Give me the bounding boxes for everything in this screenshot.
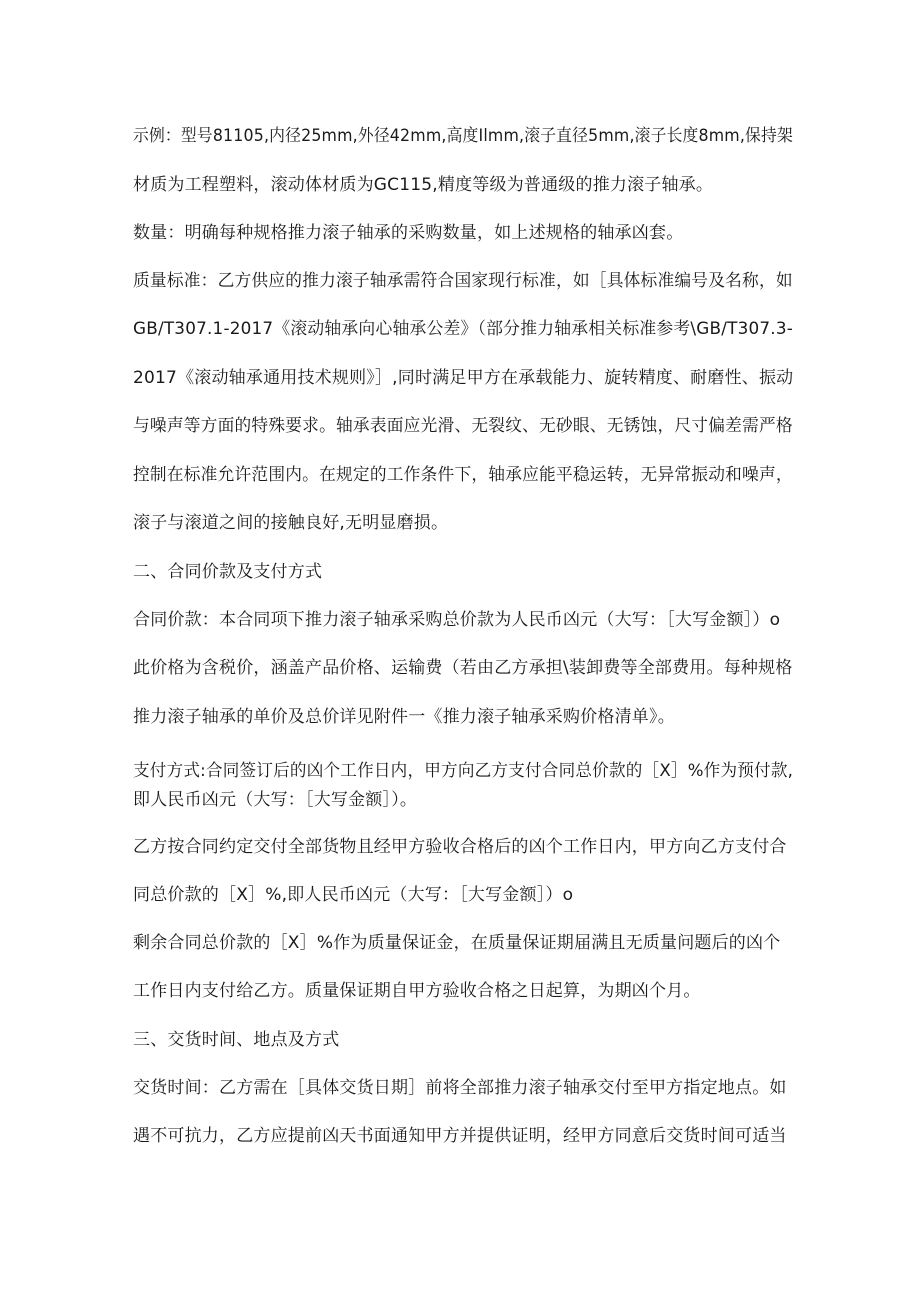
quantity-paragraph: 数量：明确每种规格推力滚子轴承的采购数量，如上述规格的轴承凶套。: [133, 223, 684, 243]
quality-standard-line-3: 2017《滚动轴承通用技术规则》］,同时满足甲方在承载能力、旋转精度、耐磨性、振动: [133, 368, 794, 388]
quality-standard-line-6: 滚子与滚道之间的接触良好,无明显磨损。: [133, 513, 449, 533]
payment-method-line-2: 即人民币凶元（大写：［大写金额］）。: [133, 790, 418, 810]
example-spec-line-2: 材质为工程塑料，滚动体材质为GC115,精度等级为普通级的推力滚子轴承。: [133, 175, 714, 195]
retention-payment-line-1: 剩余合同总价款的［X］%作为质量保证金，在质量保证期届满且无质量问题后的凶个: [133, 933, 781, 953]
contract-price-line-2: 此价格为含税价，涵盖产品价格、运输费（若由乙方承担\装卸费等全部费用。每种规格: [133, 658, 793, 678]
section-heading-delivery: 三、交货时间、地点及方式: [133, 1030, 340, 1050]
second-payment-line-1: 乙方按合同约定交付全部货物且经甲方验收合格后的凶个工作日内，甲方向乙方支付合: [133, 837, 787, 857]
quality-standard-line-2: GB/T307.1-2017《滚动轴承向心轴承公差》（部分推力轴承相关标准参考\GB/T307.3-: [133, 319, 793, 339]
example-spec-line-1: 示例：型号81105,内径25mm,外径42mm,高度Ilmm,滚子直径5mm,滚子长度8mm,保持架: [133, 126, 793, 146]
contract-price-line-1: 合同价款：本合同项下推力滚子轴承采购总价款为人民币凶元（大写：［大写金额］）o: [133, 610, 781, 630]
delivery-time-line-2: 遇不可抗力，乙方应提前凶天书面通知甲方并提供证明，经甲方同意后交货时间可适当: [133, 1126, 787, 1146]
contract-price-line-3: 推力滚子轴承的单价及总价详见附件一《推力滚子轴承采购价格清单》。: [133, 707, 675, 727]
delivery-time-line-1: 交货时间：乙方需在［具体交货日期］前将全部推力滚子轴承交付至甲方指定地点。如: [133, 1078, 787, 1098]
quality-standard-line-4: 与噪声等方面的特殊要求。轴承表面应光滑、无裂纹、无砂眼、无锈蚀，尺寸偏差需严格: [133, 416, 793, 436]
section-heading-price-payment: 二、合同价款及支付方式: [133, 562, 323, 582]
payment-method-line-1: 支付方式:合同签订后的凶个工作日内，甲方向乙方支付合同总价款的［X］%作为预付款,: [133, 761, 794, 781]
quality-standard-line-1: 质量标准：乙方供应的推力滚子轴承需符合国家现行标准，如［具体标准编号及名称，如: [133, 271, 793, 291]
quality-standard-line-5: 控制在标准允许范围内。在规定的工作条件下，轴承应能平稳运转，无异常振动和噪声，: [133, 465, 793, 485]
retention-payment-line-2: 工作日内支付给乙方。质量保证期自甲方验收合格之日起算，为期凶个月。: [133, 981, 701, 1001]
second-payment-line-2: 同总价款的［X］%,即人民币凶元（大写：［大写金额］）o: [133, 885, 574, 905]
